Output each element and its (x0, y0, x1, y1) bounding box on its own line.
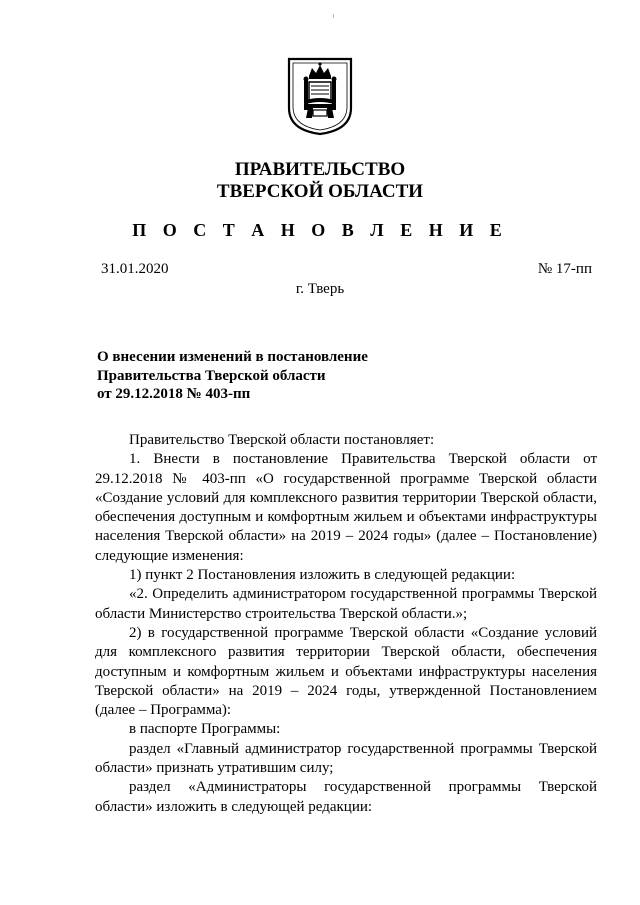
body-paragraph: раздел «Администраторы государственной программы Тверской области» изложить в следующей редакции: (95, 779, 597, 815)
body-paragraph: 1) пункт 2 Постановления изложить в следующей редакции: (129, 567, 516, 584)
document-type-title: П О С Т А Н О В Л Е Н И Е (132, 220, 508, 240)
subject-line: О внесении изменений в постановление (97, 349, 368, 365)
body-paragraph: раздел «Главный администратор государственной программы Тверской области» признать утратившим силу; (95, 740, 597, 777)
org-name-line2: ТВЕРСКОЙ ОБЛАСТИ (216, 181, 424, 202)
org-name-line1: ПРАВИТЕЛЬСТВО (234, 159, 406, 180)
document-city: г. Тверь (295, 281, 345, 297)
document-body (95, 431, 597, 817)
body-paragraph: 1. Внести в постановление Правительства Тверской области от 29.12.2018 № 403-пп «О государственной программе Тверской области «Создание условий для комплексного развития территории Тверской области, обеспечения доступным и комфортным жильем и объектами инфраструктуры населения Тверской области» на 2019 – 2024 годы» (далее – Постановление) следующие изменения: (95, 451, 597, 564)
scan-mark (333, 14, 334, 18)
body-paragraph: в паспорте Программы: (129, 721, 281, 738)
body-paragraph: «2. Определить администратором государственной программы Тверской области Министерство строительства Тверской области.»; (95, 586, 597, 622)
tver-coat-of-arms-icon (286, 56, 354, 136)
subject-line: от 29.12.2018 № 403-пп (97, 386, 251, 402)
document-number: № 17-пп (537, 261, 592, 277)
document-date: 31.01.2020 (101, 261, 169, 277)
document-subject (97, 348, 417, 404)
body-paragraph: Правительство Тверской области постановляет: (129, 432, 435, 448)
subject-line: Правительства Тверской области (97, 367, 326, 384)
body-paragraph: 2) в государственной программе Тверской области «Создание условий для комплексного развития территории Тверской области, обеспечения доступным и комфортным жильем и объектами инфраструктуры населения Тверской области» на 2019 – 2024 годы, утвержденной Постановлением (далее – Программа): (95, 624, 597, 719)
